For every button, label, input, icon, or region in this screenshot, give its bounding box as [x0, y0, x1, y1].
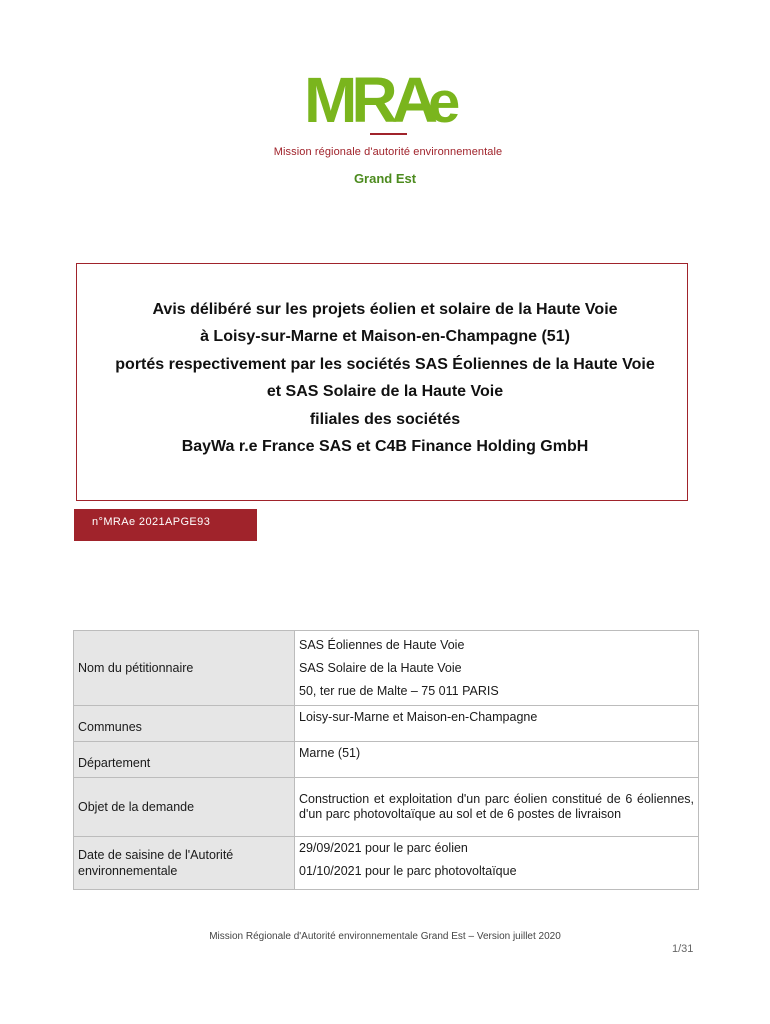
title-line: filiales des sociétés — [309, 410, 461, 428]
logo-subtitle: Mission régionale d'autorité environnementale — [273, 146, 503, 158]
svg-text:e: e — [428, 70, 461, 128]
label-objet: Objet de la demande — [74, 778, 295, 837]
value-objet: Construction et exploitation d'un parc éolien constitué de 6 éoliennes, d'un parc photovoltaïque au sol et de 6 postes de livraison — [295, 778, 699, 837]
mrae-logo — [300, 66, 480, 128]
svg-text:MRA: MRA — [304, 66, 437, 128]
document-title — [0, 296, 770, 460]
table-row — [74, 778, 699, 837]
title-line: à Loisy-sur-Marne et Maison-en-Champagne (51) — [200, 328, 570, 346]
date-line: 29/09/2021 pour le parc éolien — [299, 841, 468, 855]
title-line: et SAS Solaire de la Haute Voie — [266, 383, 504, 401]
date-line: 01/10/2021 pour le parc photovoltaïque — [299, 864, 517, 878]
value-date-saisine — [295, 837, 699, 890]
info-table — [73, 630, 699, 890]
label-petitionnaire: Nom du pétitionnaire — [74, 631, 295, 706]
title-line: Avis délibéré sur les projets éolien et solaire de la Haute Voie — [152, 301, 618, 318]
table-row — [74, 706, 699, 742]
logo-divider — [370, 133, 407, 135]
title-line: portés respectivement par les sociétés SAS Éoliennes de la Haute Voie — [115, 355, 655, 373]
label-departement: Département — [74, 742, 295, 778]
value-communes: Loisy-sur-Marne et Maison-en-Champagne — [295, 706, 699, 742]
reference-number-badge: n°MRAe 2021APGE93 — [74, 509, 257, 541]
petitionnaire-line: SAS Solaire de la Haute Voie — [299, 660, 462, 675]
table-row — [74, 742, 699, 778]
petitionnaire-line: 50, ter rue de Malte – 75 011 PARIS — [299, 683, 499, 698]
value-petitionnaire — [295, 631, 699, 706]
page-number: 1/31 — [672, 943, 694, 955]
title-line: BayWa r.e France SAS et C4B Finance Holding GmbH — [181, 438, 589, 456]
label-date-saisine: Date de saisine de l'Autorité environnementale — [74, 837, 295, 890]
value-departement: Marne (51) — [295, 742, 699, 778]
page-footer: Mission Régionale d'Autorité environnementale Grand Est – Version juillet 2020 — [209, 931, 561, 942]
table-row — [74, 837, 699, 890]
table-row — [74, 631, 699, 706]
petitionnaire-line: SAS Éoliennes de Haute Voie — [299, 637, 465, 652]
region-name: Grand Est — [353, 171, 417, 186]
label-communes: Communes — [74, 706, 295, 742]
